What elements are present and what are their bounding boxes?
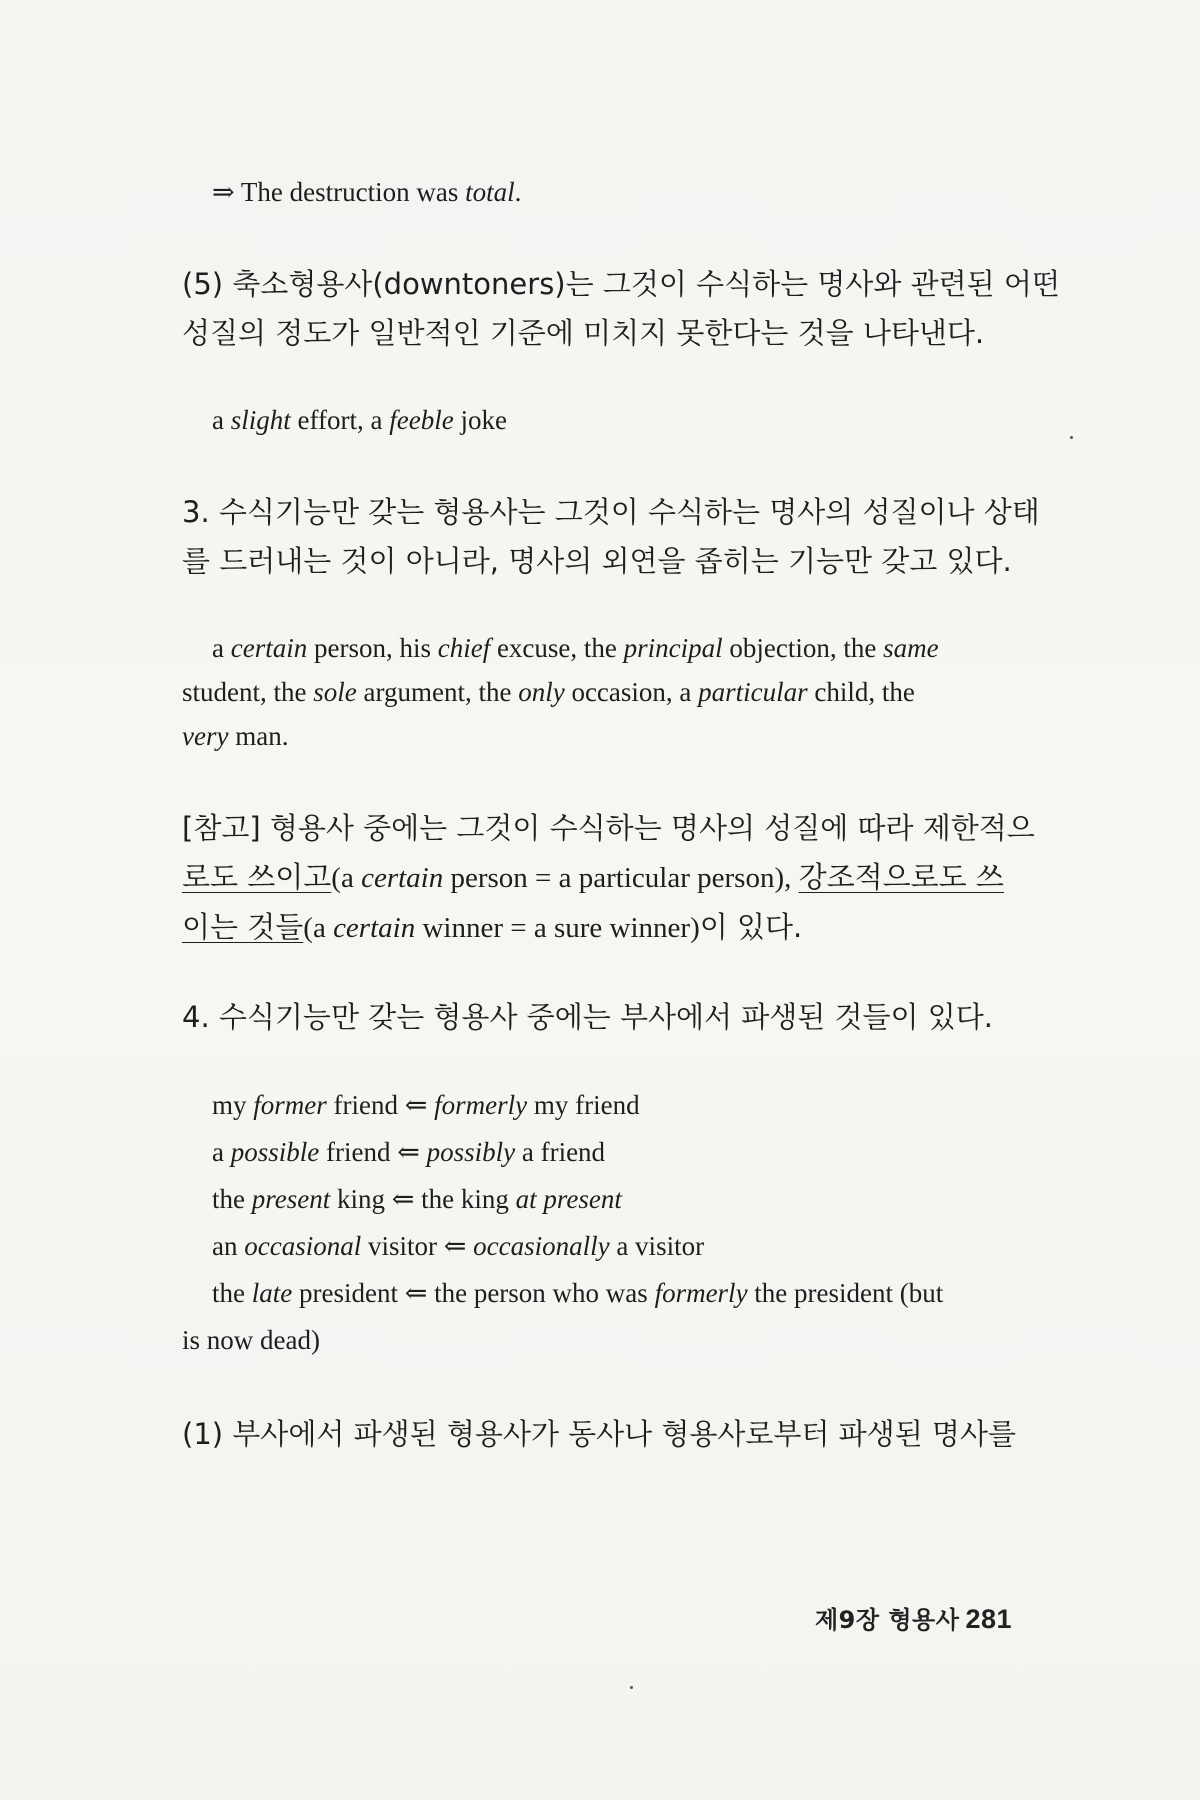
italic-word: particular (698, 677, 808, 707)
example-4-line-2 (182, 1129, 1042, 1176)
italic-word: formerly (654, 1278, 748, 1308)
text: man. (228, 721, 289, 751)
scan-speck (1070, 436, 1073, 439)
text: (a (331, 862, 362, 894)
reference-note (182, 804, 1042, 953)
italic-word: formerly (434, 1090, 528, 1120)
paragraph-1-line-1: (1) 부사에서 파생된 형용사가 동사나 형용사로부터 파생된 명사를 (182, 1417, 1016, 1451)
example-4 (182, 1082, 1042, 1364)
italic-word: feeble (389, 405, 454, 435)
text: student, the (182, 677, 314, 707)
italic-word: very (182, 721, 229, 751)
text: argument, the (356, 677, 519, 707)
italic-word: total (465, 177, 515, 207)
text: ⇒ The destruction was (212, 177, 466, 207)
text: joke (453, 405, 507, 435)
example-4-line-4 (182, 1223, 1042, 1270)
reference-line-2 (182, 853, 1042, 903)
italic-word: slight (230, 405, 291, 435)
text: a (212, 405, 231, 435)
example-4-line-6: is now dead) (182, 1325, 320, 1355)
text: person, his (307, 633, 438, 663)
text: king ⇐ the king (330, 1184, 516, 1214)
italic-word: late (251, 1278, 293, 1308)
italic-word: certain (361, 862, 444, 894)
text: the (212, 1184, 252, 1214)
paragraph-4 (182, 993, 1042, 1042)
italic-word: same (883, 633, 939, 663)
chapter-label: 제9장 형용사 (814, 1606, 960, 1634)
example-4-line-1 (182, 1082, 1042, 1129)
example-3-line-2 (182, 670, 1042, 714)
scan-speck (630, 1686, 633, 1689)
italic-word: principal (623, 633, 723, 663)
italic-word: possible (230, 1137, 320, 1167)
italic-word: present (251, 1184, 331, 1214)
italic-word: only (518, 677, 565, 707)
paragraph-3-line-2: 를 드러내는 것이 아니라, 명사의 외연을 좁히는 기능만 갖고 있다. (182, 544, 1012, 578)
text: occasion, a (564, 677, 699, 707)
example-total (182, 170, 1042, 214)
paragraph-5-line-1: (5) 축소형용사(downtoners)는 그것이 수식하는 명사와 관련된 어떤 (182, 267, 1060, 301)
page-number: 281 (965, 1604, 1012, 1634)
paragraph-5 (182, 260, 1060, 358)
italic-word: occasional (244, 1231, 362, 1261)
example-3-line-3 (182, 714, 1042, 758)
italic-word: possibly (426, 1137, 516, 1167)
paragraph-5-line-2: 성질의 정도가 일반적인 기준에 미치지 못한다는 것을 나타낸다. (182, 316, 985, 350)
text: my (212, 1090, 254, 1120)
text: my friend (527, 1090, 640, 1120)
text: effort, a (290, 405, 390, 435)
text: friend ⇐ (319, 1137, 427, 1167)
text: visitor ⇐ (361, 1231, 474, 1261)
italic-word: chief (437, 633, 491, 663)
reference-line-1: [참고] 형용사 중에는 그것이 수식하는 명사의 성질에 따라 제한적으 (182, 811, 1035, 845)
text: president ⇐ the person who was (292, 1278, 655, 1308)
text: winner = a sure winner) (415, 912, 700, 944)
paragraph-4-line-1: 4. 수식기능만 갖는 형용사 중에는 부사에서 파생된 것들이 있다. (182, 1000, 993, 1034)
text: a friend (515, 1137, 606, 1167)
italic-word: certain (230, 633, 308, 663)
text: excuse, the (490, 633, 624, 663)
reference-line-3 (182, 903, 1042, 953)
text: (a (303, 912, 334, 944)
text: a visitor (609, 1231, 705, 1261)
text: the president (but (747, 1278, 944, 1308)
italic-word: occasionally (473, 1231, 610, 1261)
page-footer (815, 1600, 1012, 1635)
text: . (514, 177, 522, 207)
text: person = a particular person), (443, 862, 799, 894)
paragraph-1 (182, 1410, 1042, 1459)
underlined-text: 로도 쓰이고 (182, 860, 332, 894)
underlined-text: 이는 것들 (182, 910, 304, 944)
page-body (182, 170, 1060, 1459)
italic-word: at present (515, 1184, 622, 1214)
text: a (212, 1137, 231, 1167)
text: objection, the (722, 633, 884, 663)
underlined-text: 강조적으로도 쓰 (798, 860, 1004, 894)
italic-word: certain (333, 912, 416, 944)
example-5 (182, 398, 1042, 442)
example-4-line-5 (182, 1270, 1042, 1317)
italic-word: former (253, 1090, 327, 1120)
italic-word: sole (313, 677, 357, 707)
example-4-line-3 (182, 1176, 1042, 1223)
text: the (212, 1278, 252, 1308)
example-3-line-1 (182, 626, 1042, 670)
text: 이 있다. (699, 910, 803, 944)
paragraph-3-line-1: 3. 수식기능만 갖는 형용사는 그것이 수식하는 명사의 성질이나 상태 (182, 495, 1040, 529)
example-3 (182, 626, 1042, 758)
text: an (212, 1231, 245, 1261)
text: a (212, 633, 231, 663)
paragraph-3 (182, 488, 1042, 586)
text: child, the (807, 677, 915, 707)
text: friend ⇐ (326, 1090, 435, 1120)
